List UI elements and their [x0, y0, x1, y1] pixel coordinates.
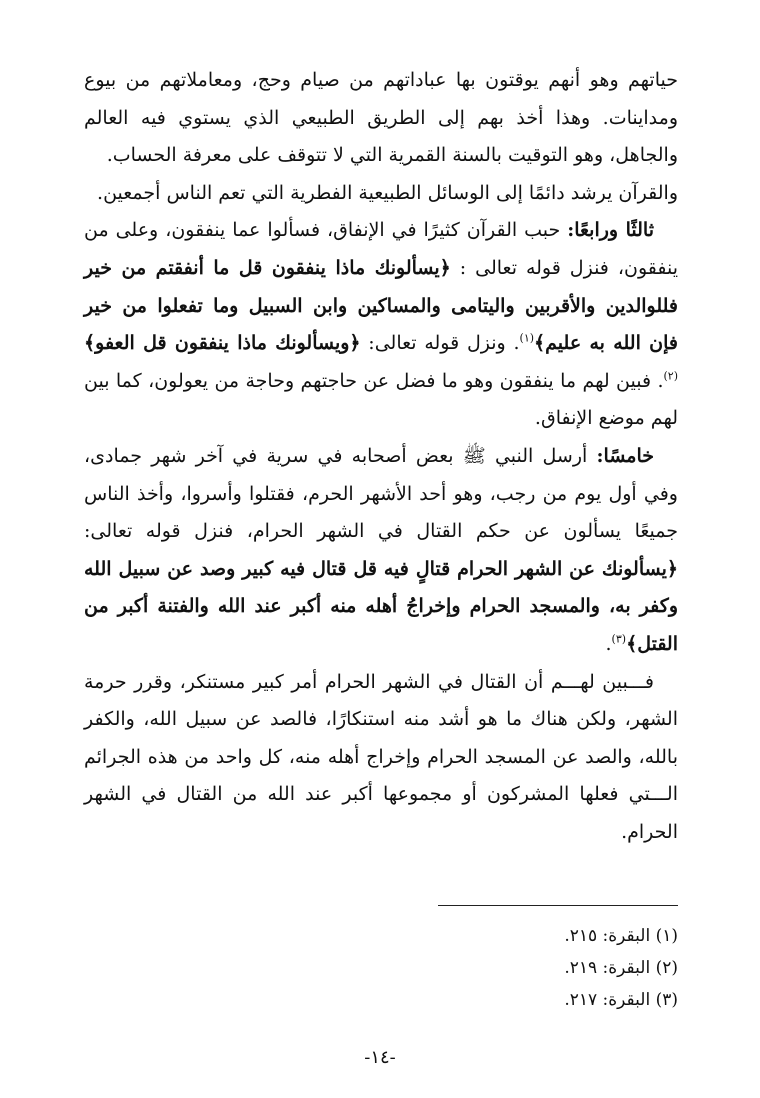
- paragraph-3-heading: ثالثًا ورابعًا:: [567, 219, 654, 242]
- quran-verse-3: ﴿يسألونك عن الشهر الحرام قتالٍ فيه قل قتال فيه كبير وصد عن سبيل الله وكفر به، والمسجد الحرام وإخراجُ أهله منه أكبر عند الله والفتنة أكبر من القتل﴾: [84, 557, 678, 655]
- footnotes: [400, 920, 678, 1016]
- paragraph-4-heading: خامسًا:: [596, 444, 654, 467]
- paragraph-3-text-3: . فبين لهم ما ينفقون وهو ما فضل عن حاجتهم وحاجة من يعولون، كما بين لهم موضع الإنفاق.: [84, 369, 678, 430]
- footnote-ref-2[interactable]: (٢): [663, 369, 678, 383]
- paragraph-3-text-2: . ونزل قوله تعالى:: [360, 332, 520, 355]
- footnote-separator: [438, 905, 678, 906]
- page-number: -١٤-: [364, 1047, 396, 1068]
- paragraph-2: والقرآن يرشد دائمًا إلى الوسائل الطبيعية الفطرية التي تعم الناس أجمعين.: [97, 181, 678, 204]
- footnote-3: (٣) البقرة: ٢١٧.: [564, 990, 678, 1010]
- footnote-1: (١) البقرة: ٢١٥.: [564, 926, 678, 946]
- paragraph-4-text-1: أرسل النبي ﷺ بعض أصحابه في سرية في آخر شهر جمادى، وفي أول يوم من رجب، وهو أحد الأشهر الحرم، فقتلوا وأسروا، وأخذ الناس جميعًا يسألون عن حكم القتال في الشهر الحرام، فنزل قوله تعالى:: [84, 444, 678, 543]
- quran-verse-1: ﴿يسألونك ماذا ينفقون قل ما أنفقتم من خير فللوالدين والأقربين واليتامى والمساكين وابن السبيل وما تفعلوا من خير فإن الله به عليم﴾: [84, 256, 679, 355]
- quran-verse-2: ﴿ويسألونك ماذا ينفقون قل العفو﴾: [84, 332, 361, 355]
- paragraph-3-text-1: حبب القرآن كثيرًا في الإنفاق، فسألوا عما ينفقون، وعلى من ينفقون، فنزل قوله تعالى :: [84, 219, 679, 279]
- paragraph-3: [84, 212, 678, 438]
- paragraph-5: فـــبين لهـــم أن القتال في الشهر الحرام أمر كبير مستنكر، وقرر حرمة الشهر، ولكن هناك ما هو أشد منه استنكارًا، فالصد عن سبيل الله، والكفر بالله، والصد عن المسجد الحرام وإخراج أهله منه، كل واحد من هذه الجرائم الـــتي فعلها المشركون أو مجموعها أكبر عند الله من القتال في الشهر الحرام.: [84, 670, 678, 843]
- paragraph-4-text-2: .: [605, 632, 612, 655]
- paragraph-4: [84, 438, 678, 664]
- footnote-2: (٢) البقرة: ٢١٩.: [564, 958, 678, 978]
- main-text: [84, 62, 678, 851]
- paragraph-1: حياتهم وهو أنهم يوقتون بها عباداتهم من صيام وحج، ومعاملاتهم من بيوع ومداينات. وهذا أخذ بهم إلى الطريق الطبيعي الذي يستوي فيه العالم والجاهل، وهو التوقيت بالسنة القمرية التي لا تتوقف على معرفة الحساب.: [84, 69, 678, 167]
- footnote-ref-1[interactable]: (١): [519, 331, 535, 345]
- footnote-ref-3[interactable]: (٣): [611, 632, 627, 646]
